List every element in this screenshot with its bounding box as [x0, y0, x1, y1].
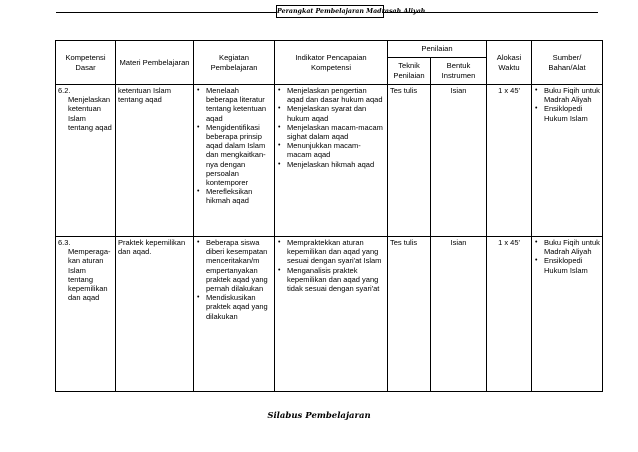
cell-alokasi — [487, 237, 532, 392]
bullet-icon: • — [197, 294, 200, 302]
cell-materi — [116, 237, 194, 392]
page-header-title: Perangkat Pembelajaran Madrasah Aliyah — [276, 5, 384, 18]
cell-kegiatan-list — [196, 238, 272, 321]
cell-indikator-list — [277, 86, 385, 169]
list-item — [197, 238, 272, 294]
header-rule-left — [56, 12, 276, 13]
cell-indikator — [275, 237, 388, 392]
cell-sumber-list — [534, 86, 600, 123]
list-item-text: Menjelaskan syarat dan hukum aqad — [287, 104, 367, 123]
list-item-text: Menelaah beberapa literatur tentang ketentuan aqad — [206, 86, 267, 123]
cell-kompetensi-dasar — [56, 85, 116, 237]
col-header-kegiatan: Kegiatan Pembelajaran — [194, 41, 275, 85]
bullet-icon: • — [197, 188, 200, 196]
bullet-icon: • — [278, 266, 281, 274]
list-item-text: Menunjukkan macam-macam aqad — [287, 141, 361, 160]
col-header-teknik: Teknik Penilaian — [388, 58, 431, 85]
cell-materi-text: ketentuan Islam tentang aqad — [118, 86, 171, 105]
cell-indikator — [275, 85, 388, 237]
list-item — [278, 141, 385, 160]
cell-sumber — [532, 237, 603, 392]
cell-indikator-list — [277, 238, 385, 293]
cell-teknik-text: Tes tulis — [390, 86, 418, 95]
list-item — [197, 187, 272, 206]
bullet-icon: • — [278, 239, 281, 246]
list-item-text: Menjelaskan macam-macam sighat dalam aqad — [287, 122, 383, 142]
cell-bentuk-text: Isian — [450, 238, 467, 247]
list-item — [197, 293, 272, 321]
list-item — [535, 238, 600, 257]
list-item — [278, 104, 385, 123]
syllabus-table — [55, 40, 603, 392]
cell-teknik-text: Tes tulis — [390, 238, 418, 247]
table-row — [56, 237, 603, 392]
col-header-alokasi: Alokasi Waktu — [487, 41, 532, 85]
col-header-penilaian: Penilaian — [388, 41, 487, 58]
cell-kompetensi-dasar-text: 6.2. Menjelaskan ketentuan Islam tentang aqad — [58, 86, 112, 132]
list-item — [197, 122, 272, 188]
list-item-text: Mengidentifikasi beberapa prinsip aqad dalam Islam dan mengkaitkan-nya dengan persoalan kontemporer — [206, 122, 266, 188]
cell-sumber-list — [534, 238, 600, 275]
list-item-text: Buku Fiqih untuk Madrah Aliyah — [544, 238, 600, 257]
bullet-icon: • — [535, 257, 538, 265]
cell-kompetensi-dasar-text: 6.3. Memperaga-kan aturan Islam tentang kepemilikan dan aqad — [58, 238, 111, 303]
page-footer-title: Silabus Pembelajaran — [267, 411, 371, 421]
bullet-icon: • — [535, 87, 538, 94]
cell-bentuk — [431, 85, 487, 237]
list-item-text: Ensiklopedi Hukum Islam — [544, 256, 588, 275]
cell-sumber — [532, 85, 603, 237]
bullet-icon: • — [197, 87, 200, 94]
cell-kegiatan-list — [196, 86, 272, 206]
list-item — [278, 86, 385, 105]
list-item — [197, 86, 272, 123]
bullet-icon: • — [278, 105, 281, 113]
col-header-indikator: Indikator Pencapaian Kompetensi — [275, 41, 388, 85]
table-row — [56, 85, 603, 237]
list-item-text: Ensiklopedi Hukum Islam — [544, 104, 588, 123]
cell-bentuk-text: Isian — [450, 86, 467, 95]
list-item-text: Merefleksikan hikmah aqad — [206, 187, 253, 206]
cell-kompetensi-dasar — [56, 237, 116, 392]
list-item — [278, 122, 385, 142]
list-item-text: Mendiskusikan praktek aqad yang dilakukan — [206, 293, 268, 321]
cell-alokasi-text: 1 x 45' — [498, 86, 520, 95]
cell-materi — [116, 85, 194, 237]
bullet-icon: • — [278, 87, 281, 94]
col-header-kompetensi: Kompetensi Dasar — [56, 41, 116, 85]
list-item-text: Beberapa siswa diberi kesempatan menceritakan/m empertanyakan praktek aqad yang pernah dilakukan — [206, 238, 268, 294]
cell-alokasi — [487, 85, 532, 237]
bullet-icon: • — [535, 239, 538, 246]
bullet-icon: • — [535, 105, 538, 113]
bullet-icon: • — [278, 142, 281, 150]
cell-materi-text: Praktek kepemilikan dan aqad. — [118, 238, 186, 257]
list-item-text: Menjelaskan hikmah aqad — [287, 159, 375, 169]
list-item — [278, 265, 385, 294]
cell-teknik — [388, 85, 431, 237]
bullet-icon: • — [197, 123, 200, 131]
col-header-materi: Materi Pembelajaran — [116, 41, 194, 85]
col-header-bentuk: Bentuk Instrumen — [431, 58, 487, 85]
list-item — [535, 86, 600, 105]
list-item-text: Mempraktekkan aturan kepemilikan dan aqad yang sesuai dengan syari'at Islam — [287, 238, 382, 266]
list-item — [278, 238, 385, 266]
list-item-text: Buku Fiqih untuk Madrah Aliyah — [544, 86, 600, 105]
cell-kegiatan — [194, 237, 275, 392]
list-item — [535, 256, 600, 275]
cell-alokasi-text: 1 x 45' — [498, 238, 520, 247]
cell-kegiatan — [194, 85, 275, 237]
cell-bentuk — [431, 237, 487, 392]
header-row-1 — [56, 41, 603, 58]
list-item-text: Menjelaskan pengertian aqad dan dasar hukum aqad — [287, 86, 383, 105]
col-header-sumber: Sumber/ Bahan/Alat — [532, 41, 603, 85]
list-item — [278, 159, 385, 169]
bullet-icon: • — [278, 123, 281, 131]
bullet-icon: • — [278, 160, 281, 168]
list-item-text: Menganalisis praktek kepemilikan dan aqad yang tidak sesuai dengan syari'at — [287, 265, 380, 294]
cell-teknik — [388, 237, 431, 392]
bullet-icon: • — [197, 239, 200, 246]
list-item — [535, 104, 600, 123]
